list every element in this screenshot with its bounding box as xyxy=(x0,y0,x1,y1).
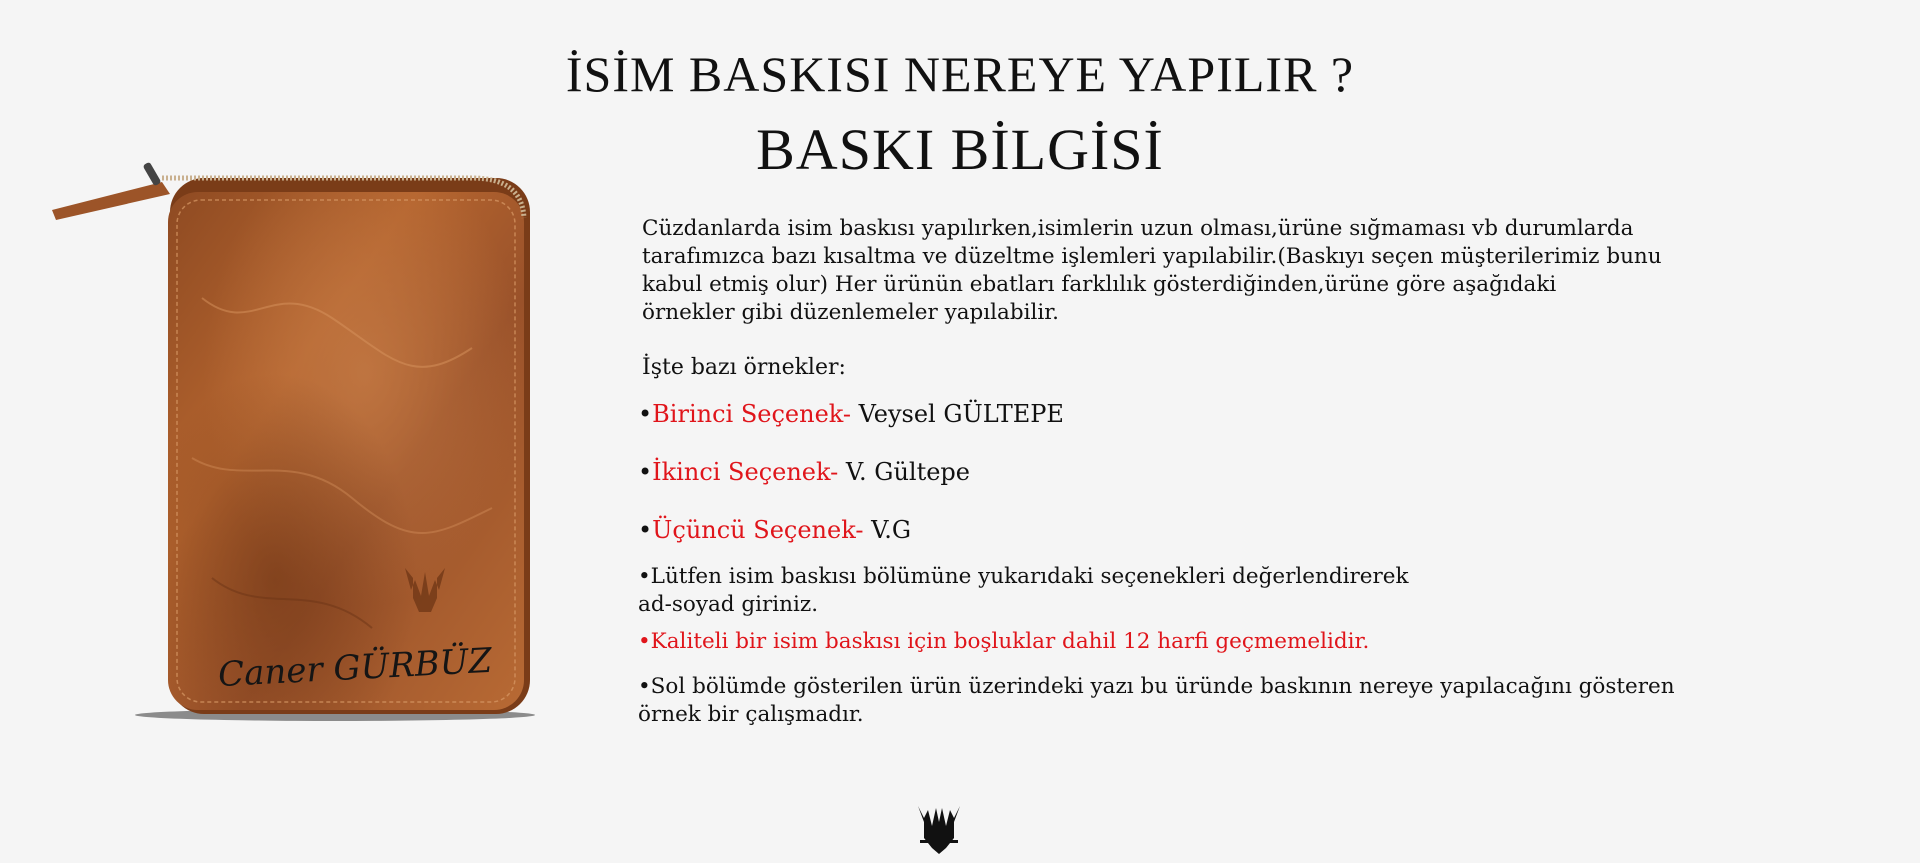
option-first xyxy=(638,399,1064,429)
main-heading: İSİM BASKISI NEREYE YAPILIR ? xyxy=(565,46,1355,102)
note-line: örnek bir çalışmadır. xyxy=(638,702,864,727)
option-bullet: • xyxy=(638,516,653,544)
option-value: Veysel GÜLTEPE xyxy=(851,400,1064,428)
option-second xyxy=(638,457,970,487)
option-value: V.G xyxy=(863,516,912,544)
option-bullet: • xyxy=(638,458,653,486)
note-sample xyxy=(638,673,1675,729)
intro-line: örnekler gibi düzenlemeler yapılabilir. xyxy=(642,300,1060,325)
examples-lead: İşte bazı örnekler: xyxy=(642,355,846,380)
option-label: Üçüncü Seçenek- xyxy=(652,516,864,544)
option-label: Birinci Seçenek- xyxy=(652,400,851,428)
option-bullet: • xyxy=(638,400,653,428)
intro-paragraph xyxy=(642,215,1872,327)
trident-logo-icon xyxy=(916,804,962,854)
intro-line: Cüzdanlarda isim baskısı yapılırken,isimlerin uzun olması,ürüne sığmaması vb durumlarda xyxy=(642,216,1634,241)
option-label: İkinci Seçenek- xyxy=(652,458,839,486)
note-line: ad-soyad giriniz. xyxy=(638,592,819,617)
intro-line: tarafımızca bazı kısaltma ve düzeltme işlemleri yapılabilir.(Baskıyı seçen müşterilerimiz bunu xyxy=(642,244,1662,269)
intro-line: kabul etmiş olur) Her ürünün ebatları farklılık gösterdiğinden,ürüne göre aşağıdaki xyxy=(642,272,1557,297)
engraved-name: Caner GÜRBÜZ xyxy=(217,640,493,696)
note-char-limit xyxy=(638,628,1369,656)
sub-heading: BASKI BİLGİSİ xyxy=(756,117,1164,182)
option-value: V. Gültepe xyxy=(838,458,970,486)
note-enter-name xyxy=(638,563,1409,619)
note-line: •Lütfen isim baskısı bölümüne yukarıdaki seçenekleri değerlendirerek xyxy=(638,564,1409,589)
note-line: •Kaliteli bir isim baskısı için boşluklar dahil 12 harfi geçmemelidir. xyxy=(638,629,1370,654)
note-line: •Sol bölümde gösterilen ürün üzerindeki yazı bu üründe baskının nereye yapılacağını gösteren xyxy=(638,674,1675,699)
option-third xyxy=(638,515,911,545)
